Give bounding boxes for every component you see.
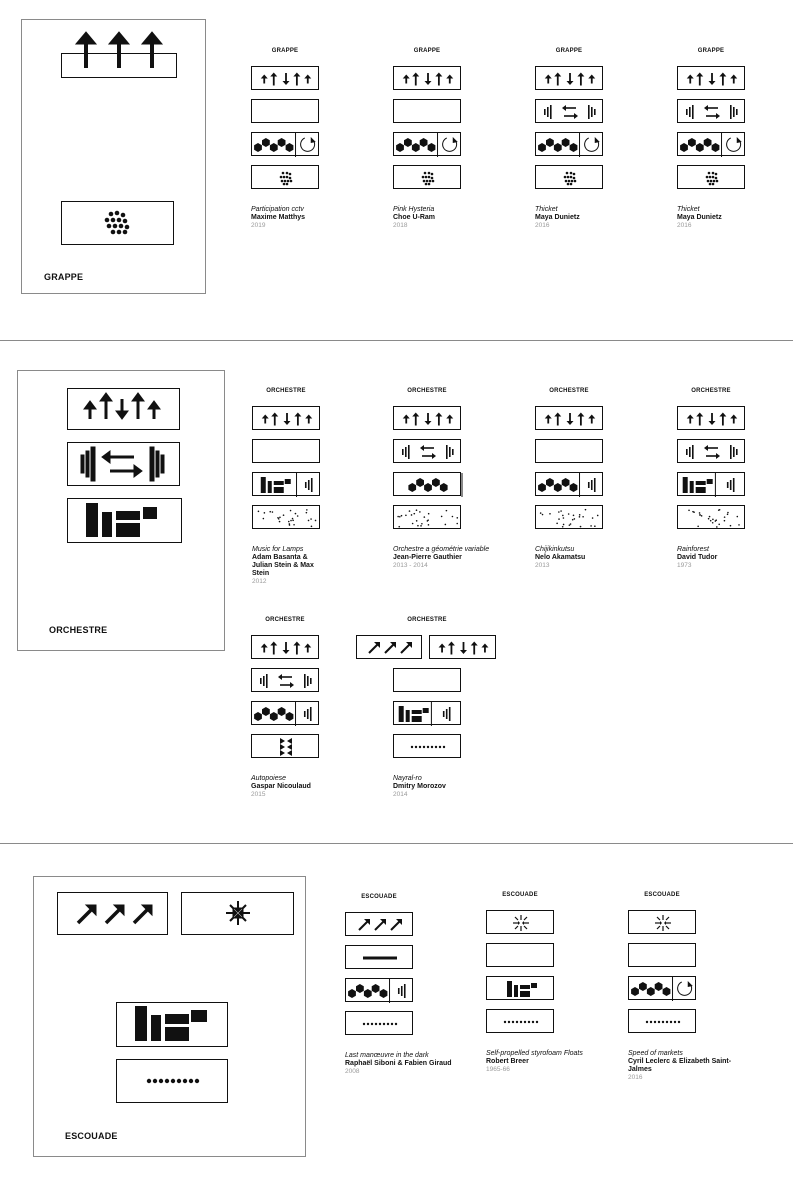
block-bars-icon	[261, 477, 291, 493]
arrows-diagonal-icon	[359, 919, 402, 930]
notation-box	[535, 66, 603, 90]
block-bars-icon	[399, 706, 429, 722]
arrows-up-down-icon	[545, 413, 596, 426]
exchange-arrows-icon	[402, 445, 454, 459]
scattered-dots-icon	[688, 509, 740, 528]
notation-box	[251, 132, 319, 156]
exchange-arrows-icon	[260, 674, 312, 688]
arrows-diagonal-icon	[78, 905, 152, 923]
artwork-year: 2016	[677, 222, 692, 229]
notation-box	[251, 734, 319, 758]
arrows-up-down-icon	[687, 73, 738, 86]
notation-box	[393, 439, 461, 463]
artwork-caption	[535, 546, 655, 570]
arrows-up-down-icon	[687, 413, 738, 426]
notation-box	[677, 66, 745, 90]
notation-box	[535, 505, 603, 529]
notation-box	[393, 132, 461, 156]
artwork-author: Nelo Akamatsu	[535, 554, 586, 561]
notation-box	[486, 1009, 554, 1033]
artwork-title: Rainforest	[677, 546, 709, 553]
artwork-author: Dmitry Morozov	[393, 783, 446, 790]
artwork-year: 2014	[393, 791, 408, 798]
hexagons-icon	[348, 984, 387, 998]
column-title: ESCOUADE	[361, 894, 397, 900]
arrows-up-down-icon	[403, 73, 454, 86]
notation-box	[393, 66, 461, 90]
artwork-author: Maya Dunietz	[677, 214, 722, 221]
artwork-caption	[677, 546, 793, 570]
notation-box	[393, 734, 461, 758]
hexagons-icon	[408, 478, 447, 492]
artwork-title: Thicket	[535, 206, 558, 213]
artwork-caption	[393, 206, 513, 230]
notation-box	[535, 472, 603, 496]
hexagons-icon	[680, 138, 719, 152]
column-title: ORCHESTRE	[407, 617, 447, 623]
artwork-year: 2018	[393, 222, 408, 229]
card-label: ORCHESTRE	[49, 625, 108, 635]
column-title: ORCHESTRE	[407, 388, 447, 394]
column-title: GRAPPE	[413, 48, 441, 54]
arrows-up-down-icon	[403, 413, 454, 426]
notation-box	[251, 66, 319, 90]
notation-box	[345, 945, 413, 969]
notation-box	[251, 165, 319, 189]
artwork-caption	[345, 1052, 465, 1076]
notation-box	[677, 406, 745, 430]
converge-arrows-icon	[655, 915, 671, 931]
artwork-caption	[252, 546, 372, 586]
notation-box	[393, 99, 461, 123]
block-bars-icon	[507, 981, 537, 997]
dot-row-icon	[504, 1021, 538, 1023]
notation-box	[251, 99, 319, 123]
notation-box	[393, 472, 461, 496]
artwork-title: Self-propelled styrofoam Floats	[486, 1050, 583, 1057]
notation-box	[356, 635, 422, 659]
artwork-title: Participation cctv	[251, 206, 304, 213]
rotate-arrow-icon	[301, 137, 316, 151]
artwork-title: Thicket	[677, 206, 700, 213]
notation-box	[393, 668, 461, 692]
escouade-summary-card	[33, 876, 306, 1157]
notation-box	[628, 1009, 696, 1033]
hexagons-icon	[538, 138, 577, 152]
artwork-year: 2019	[251, 222, 266, 229]
arrows-up-down-icon	[439, 642, 489, 655]
notation-box	[677, 472, 745, 496]
triangle-pairs-icon	[280, 738, 292, 756]
artwork-year: 1965-66	[486, 1066, 510, 1073]
artwork-author: Raphaël Siboni & Fabien Giraud	[345, 1060, 452, 1067]
artwork-caption	[393, 775, 513, 799]
column-title: ORCHESTRE	[265, 617, 305, 623]
column-title: ORCHESTRE	[691, 388, 731, 394]
notation-box	[486, 943, 554, 967]
artwork-author: Robert Breer	[486, 1058, 529, 1065]
dot-cluster-icon	[564, 172, 577, 186]
hexagons-icon	[538, 478, 577, 492]
card-label: ESCOUADE	[65, 1131, 118, 1141]
notation-box	[677, 99, 745, 123]
notation-box	[345, 978, 413, 1002]
scattered-dots-icon	[397, 509, 458, 527]
artwork-year: 2008	[345, 1068, 360, 1075]
notation-box	[486, 910, 554, 934]
notation-box	[677, 439, 745, 463]
dot-row-icon	[411, 746, 445, 748]
notation-box	[252, 505, 320, 529]
column-title: ESCOUADE	[644, 892, 680, 898]
artwork-year: 2012	[252, 578, 267, 585]
artwork-caption	[628, 1050, 748, 1082]
dot-cluster-icon	[280, 172, 293, 186]
hexagons-icon	[631, 982, 670, 996]
notation-box	[677, 132, 745, 156]
notation-box	[535, 406, 603, 430]
notation-box	[251, 635, 319, 659]
rotate-arrow-icon	[727, 137, 742, 151]
notation-box	[429, 635, 496, 659]
block-bars-icon	[135, 1006, 207, 1041]
triple-bars-icon	[727, 478, 735, 492]
artwork-caption	[251, 206, 371, 230]
dot-row-icon	[363, 1023, 397, 1025]
hexagons-icon	[396, 138, 435, 152]
converge-arrows-icon	[226, 901, 250, 925]
column-title: ORCHESTRE	[266, 388, 306, 394]
notation-box	[252, 439, 320, 463]
notation-box	[535, 132, 603, 156]
notation-box	[252, 406, 320, 430]
orchestre-summary-card	[17, 370, 225, 651]
section-divider	[0, 843, 793, 844]
rotate-arrow-icon	[443, 137, 458, 151]
triple-bars-icon	[443, 707, 451, 721]
column-title: GRAPPE	[697, 48, 725, 54]
notation-box	[628, 976, 696, 1000]
arrows-up-down-icon	[261, 73, 312, 86]
exchange-arrows-icon	[686, 445, 738, 459]
notation-box	[535, 99, 603, 123]
section-divider	[0, 340, 793, 341]
artwork-author: Maya Dunietz	[535, 214, 580, 221]
block-bars-icon	[86, 503, 157, 537]
artwork-title: Speed of markets	[628, 1050, 683, 1057]
artwork-author: Jean-Pierre Gauthier	[393, 554, 462, 561]
grappe-summary-card	[21, 19, 206, 294]
artwork-year: 1973	[677, 562, 692, 569]
artwork-year: 2013 - 2014	[393, 562, 428, 569]
artwork-author: David Tudor	[677, 554, 718, 561]
notation-box	[345, 912, 413, 936]
column-title: GRAPPE	[555, 48, 583, 54]
arrows-diagonal-icon	[369, 642, 412, 653]
card-label: GRAPPE	[44, 272, 84, 282]
notation-box	[677, 505, 745, 529]
notation-box	[252, 472, 320, 496]
artwork-author: Choe U-Ram	[393, 214, 436, 221]
exchange-arrows-icon	[544, 105, 596, 119]
artwork-title: Autopoiese	[251, 775, 287, 782]
artwork-author: Gaspar Nicoulaud	[251, 783, 311, 790]
column-title: GRAPPE	[271, 48, 299, 54]
scattered-dots-icon	[258, 509, 317, 527]
dot-row-icon	[646, 1021, 680, 1023]
artwork-title: Last manœuvre in the dark	[345, 1052, 429, 1059]
triple-bars-icon	[588, 478, 596, 492]
dot-cluster-icon	[422, 172, 435, 186]
notation-box	[677, 165, 745, 189]
arrows-up-down-icon	[84, 393, 160, 419]
artwork-caption	[486, 1050, 606, 1074]
artwork-title: Music for Lamps	[252, 546, 304, 553]
exchange-arrows-icon	[81, 447, 164, 481]
artwork-title: Nayral-ro	[393, 775, 422, 782]
notation-box	[393, 505, 461, 529]
artwork-author: Adam Basanta & Julian Stein & Max Stein	[252, 554, 314, 577]
dot-row-icon	[147, 1079, 199, 1083]
exchange-arrows-icon	[686, 105, 738, 119]
horizontal-line-icon	[363, 957, 397, 960]
notation-box	[486, 976, 554, 1000]
converge-arrows-icon	[513, 915, 529, 931]
notation-box	[628, 910, 696, 934]
dot-cluster-icon	[105, 211, 130, 235]
artwork-year: 2016	[628, 1074, 643, 1081]
triple-bars-icon	[304, 707, 312, 721]
artwork-title: Chijikinkutsu	[535, 546, 575, 553]
arrows-up-down-icon	[261, 642, 312, 655]
notation-box	[535, 439, 603, 463]
artwork-year: 2016	[535, 222, 550, 229]
artwork-author: Cyril Leclerc & Elizabeth Saint-Jalmes	[628, 1058, 732, 1073]
artwork-title: Orchestre a géométrie variable	[393, 546, 490, 553]
block-bars-icon	[683, 477, 713, 493]
artwork-caption	[677, 206, 793, 230]
scattered-dots-icon	[540, 509, 599, 528]
arrows-up-down-icon	[545, 73, 596, 86]
notation-box	[393, 406, 461, 430]
artwork-year: 2015	[251, 791, 266, 798]
column-title: ORCHESTRE	[549, 388, 589, 394]
notation-box	[393, 165, 461, 189]
column-title: ESCOUADE	[502, 892, 538, 898]
rotate-arrow-icon	[678, 981, 693, 995]
notation-box	[393, 701, 461, 725]
artwork-author: Maxime Matthys	[251, 214, 306, 221]
hexagons-icon	[254, 138, 293, 152]
artwork-title: Pink Hysteria	[393, 206, 435, 213]
artwork-year: 2013	[535, 562, 550, 569]
dot-cluster-icon	[706, 172, 719, 186]
notation-box	[251, 701, 319, 725]
artwork-caption	[393, 546, 513, 570]
arrows-up-down-icon	[262, 413, 313, 426]
notation-box	[628, 943, 696, 967]
hexagons-icon	[254, 707, 293, 721]
artwork-caption	[251, 775, 371, 799]
notation-box	[345, 1011, 413, 1035]
triple-bars-icon	[305, 478, 313, 492]
notation-box	[251, 668, 319, 692]
triple-bars-icon	[398, 984, 406, 998]
rotate-arrow-icon	[585, 137, 600, 151]
artwork-caption	[535, 206, 655, 230]
notation-box	[535, 165, 603, 189]
